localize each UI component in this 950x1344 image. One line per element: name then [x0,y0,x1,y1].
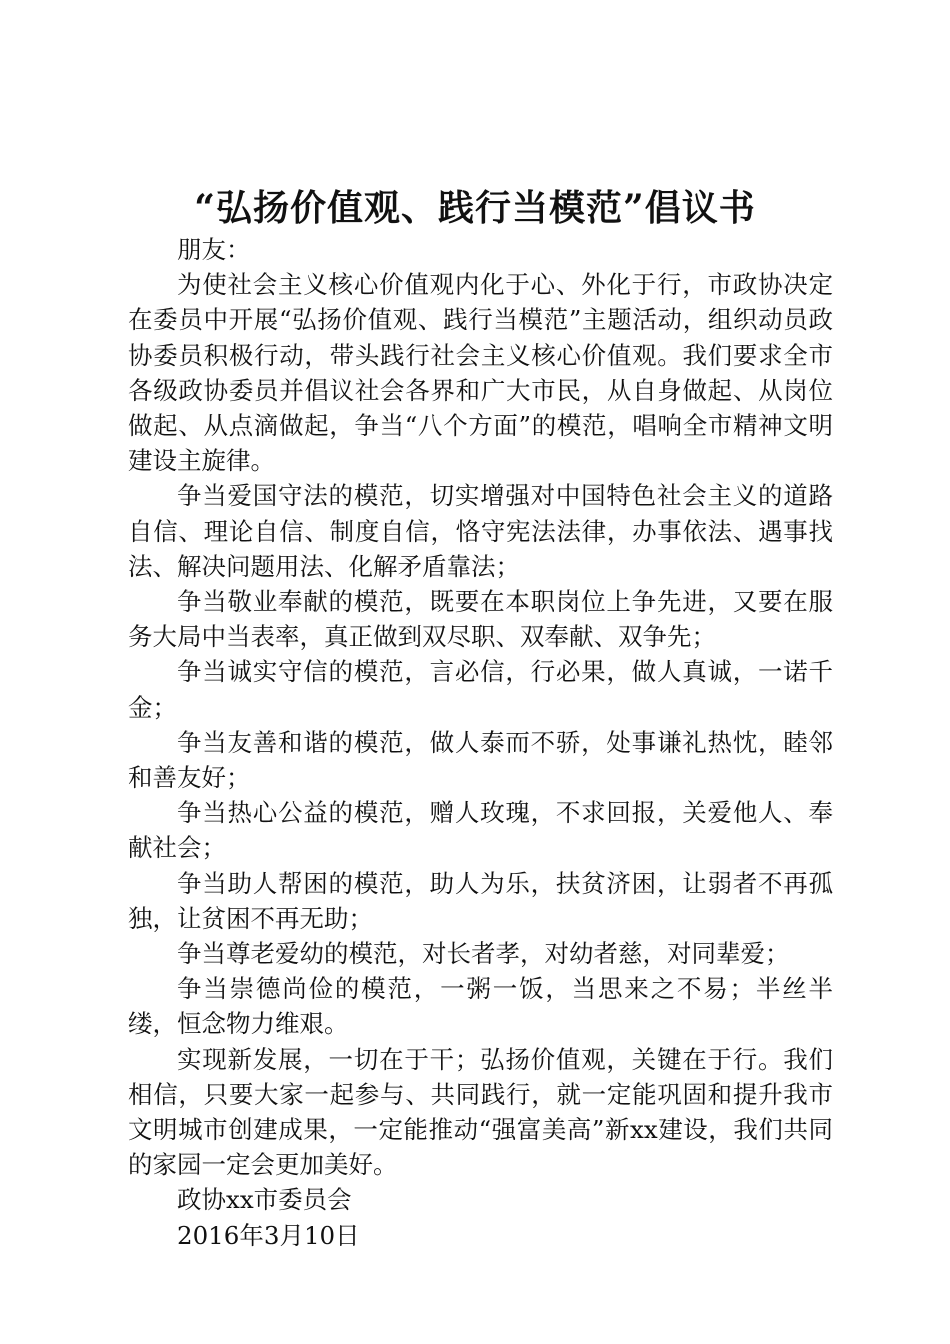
paragraph: 争当诚实守信的模范，言必信，行必果，做人真诚，一诺千金； [128,657,833,722]
paragraph: 争当助人帮困的模范，助人为乐，扶贫济困，让弱者不再孤独，让贫困不再无助； [128,868,833,933]
document-body [128,232,833,1253]
salutation: 朋友： [177,235,251,264]
paragraph: 争当敬业奉献的模范，既要在本职岗位上争先进，又要在服务大局中当表率，真正做到双尽职、双奉献、双争先； [128,587,833,652]
signature: 政协xx市委员会 [177,1185,352,1215]
document-title: “弘扬价值观、践行当模范”倡议书 [194,187,756,229]
paragraph: 实现新发展，一切在于干；弘扬价值观，关键在于行。我们相信，只要大家一起参与、共同践行，就一定能巩固和提升我市文明城市创建成果，一定能推动“强富美高”新xx建设，我们共同的家园一定会更加美好。 [128,1044,833,1180]
paragraph: 争当爱国守法的模范，切实增强对中国特色社会主义的道路自信、理论自信、制度自信，恪守宪法法律，办事依法、遇事找法、解决问题用法、化解矛盾靠法； [128,481,833,581]
paragraph: 争当崇德尚俭的模范，一粥一饭，当思来之不易；半丝半缕，恒念物力维艰。 [128,974,833,1039]
paragraph: 争当尊老爱幼的模范，对长者孝，对幼者慈，对同辈爱； [177,939,790,969]
date: 2016年3月10日 [177,1220,360,1250]
paragraph: 争当友善和谐的模范，做人泰而不骄，处事谦礼热忱，睦邻和善友好； [128,727,833,793]
paragraph: 为使社会主义核心价值观内化于心、外化于行，市政协决定在委员中开展“弘扬价值观、践行当模范”主题活动，组织动员政协委员积极行动，带头践行社会主义核心价值观。我们要求全市各级政协委员并倡议社会各界和广大市民，从自身做起、从岗位做起、从点滴做起，争当“八个方面”的模范，唱响全市精神文明建设主旋律。 [128,270,833,476]
paragraph: 争当热心公益的模范，赠人玫瑰，不求回报，关爱他人、奉献社会； [128,798,833,863]
